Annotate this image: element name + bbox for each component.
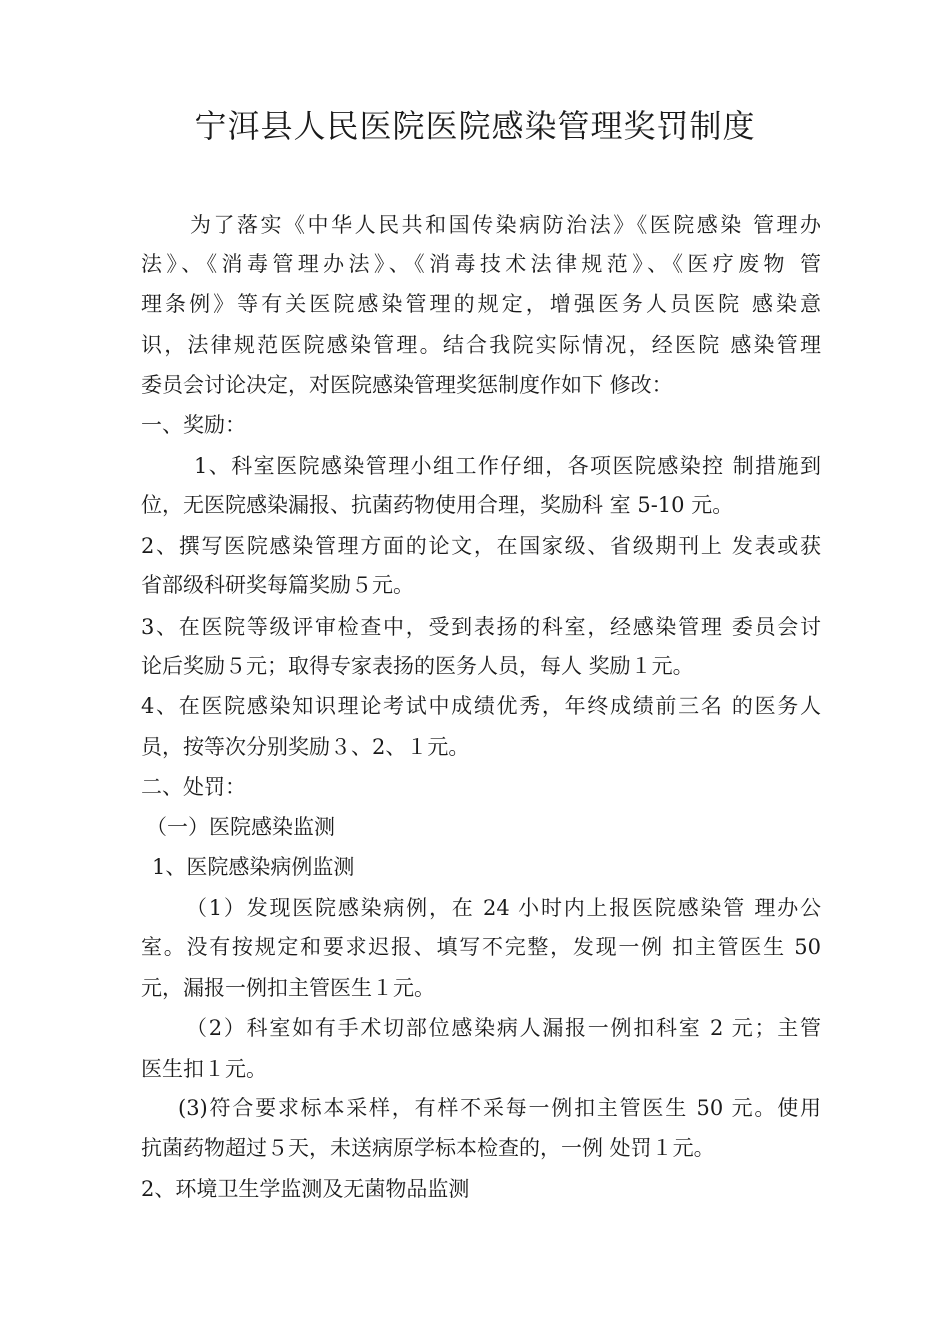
paragraph-line: 识，法律规范医院感染管理。结合我院实际情况，经医院 感染管理: [141, 333, 821, 357]
subsection-heading: （一）医院感染监测: [146, 815, 335, 839]
paragraph-line: 3、在医院等级评审检查中，受到表扬的科室，经感染管理 委员会讨: [141, 615, 821, 639]
subsection-heading: 1、医院感染病例监测: [152, 855, 355, 879]
paragraph-line: 位，无医院感染漏报、抗菌药物使用合理，奖励科 室 5-10 元。: [141, 493, 734, 517]
paragraph-line: （2）科室如有手术切部位感染病人漏报一例扣科室 2 元；主管: [186, 1016, 821, 1040]
paragraph-line: 为了落实《中华人民共和国传染病防治法》《医院感染 管理办: [190, 213, 821, 237]
paragraph-line: 抗菌药物超过５天，未送病原学标本检查的，一例 处罚１元。: [141, 1136, 715, 1160]
paragraph-line: 省部级科研奖每篇奖励５元。: [141, 573, 414, 597]
paragraph-line: 委员会讨论决定，对医院感染管理奖惩制度作如下 修改：: [141, 373, 673, 397]
paragraph-line: 理条例》等有关医院感染管理的规定，增强医务人员医院 感染意: [141, 292, 821, 316]
paragraph-line: (3)符合要求标本采样，有样不采每一例扣主管医生 50 元。使用: [178, 1096, 821, 1120]
paragraph-line: 4、在医院感染知识理论考试中成绩优秀，年终成绩前三名 的医务人: [141, 694, 821, 718]
paragraph-line: （1）发现医院感染病例，在 24 小时内上报医院感染管 理办公: [186, 896, 821, 920]
section-heading-reward: 一、奖励：: [141, 413, 246, 437]
paragraph-line: 法》、《消毒管理办法》、《消毒技术法律规范》、《医疗废物 管: [141, 252, 821, 276]
paragraph-line: 元，漏报一例扣主管医生１元。: [141, 976, 435, 1000]
document-title: 宁洱县人民医院医院感染管理奖罚制度: [194, 107, 756, 145]
paragraph-line: 员，按等次分别奖励３、2、１元。: [141, 735, 470, 759]
paragraph-line: 1、科室医院感染管理小组工作仔细，各项医院感染控 制措施到: [194, 454, 821, 478]
paragraph-line: 医生扣１元。: [141, 1057, 267, 1081]
subsection-heading: 2、环境卫生学监测及无菌物品监测: [141, 1177, 470, 1201]
paragraph-line: 论后奖励５元；取得专家表扬的医务人员，每人 奖励１元。: [141, 654, 694, 678]
paragraph-line: 2、撰写医院感染管理方面的论文，在国家级、省级期刊上 发表或获: [141, 534, 821, 558]
section-heading-penalty: 二、处罚：: [141, 775, 246, 799]
paragraph-line: 室。没有按规定和要求迟报、填写不完整，发现一例 扣主管医生 50: [141, 935, 821, 959]
